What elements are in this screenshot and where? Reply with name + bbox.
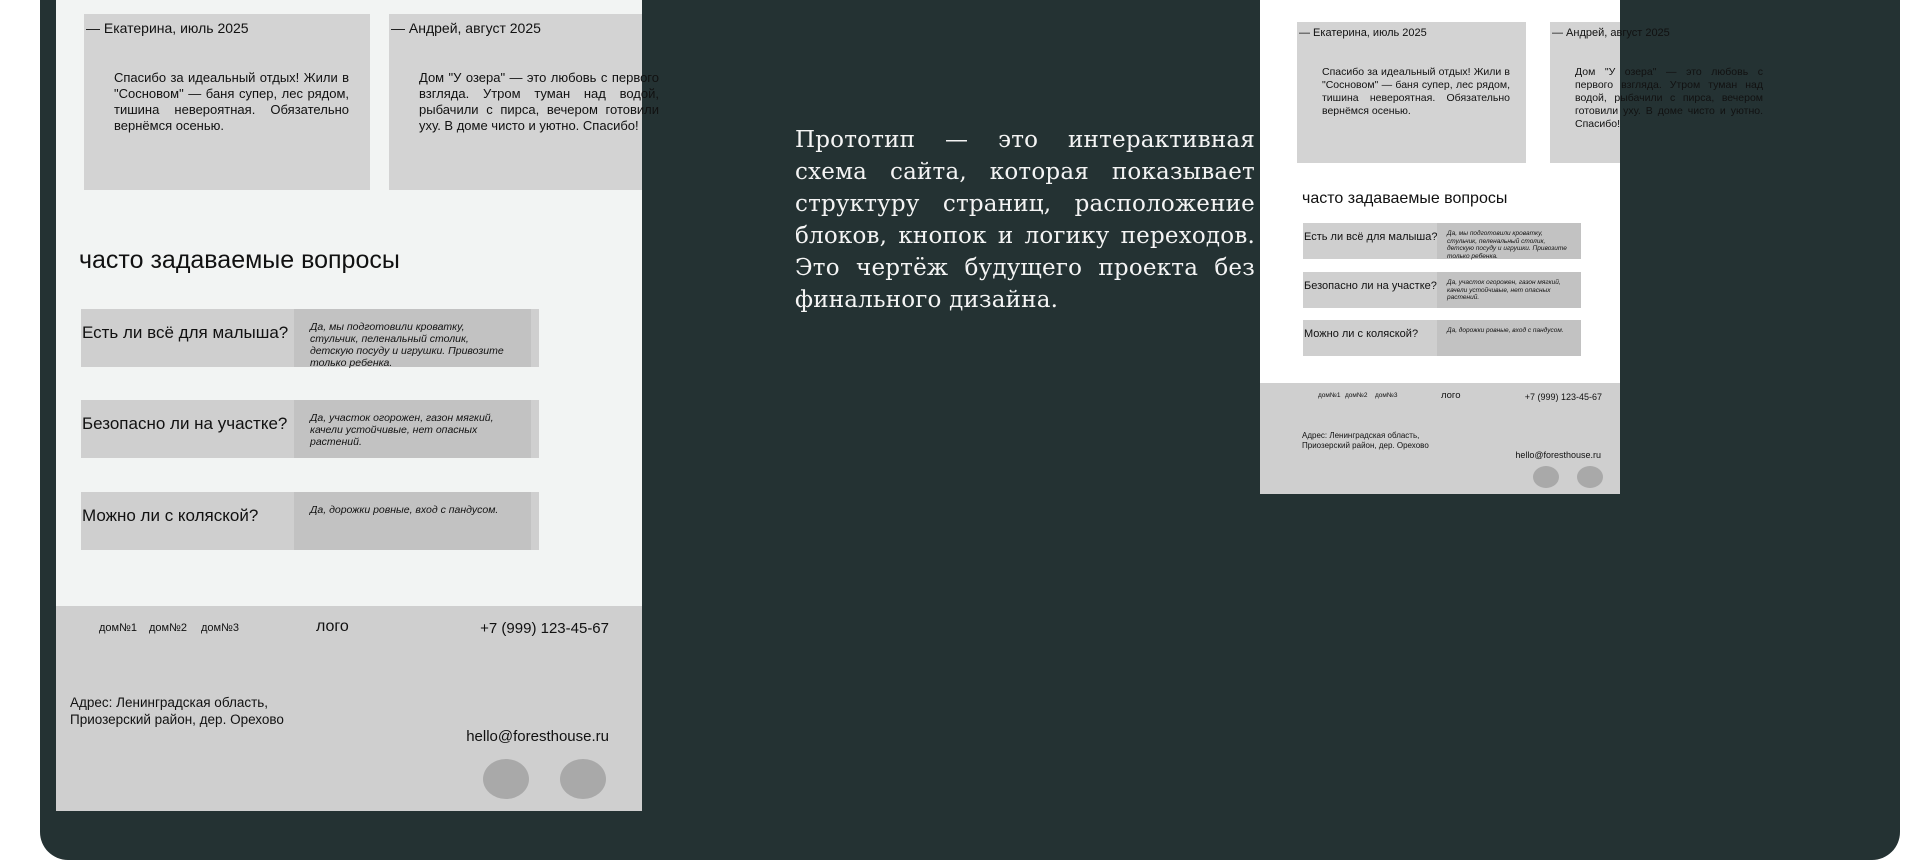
faq-answer: Да, мы подготовили кроватку, стульчик, пеленальный столик, детскую посуду и игрушки. Привозите только ребенка. [294, 309, 531, 367]
social-icon[interactable] [1533, 466, 1559, 488]
footer-logo[interactable]: лого [1441, 390, 1461, 401]
faq-question[interactable]: Безопасно ли на участке? [82, 414, 288, 433]
faq-item[interactable] [1303, 272, 1581, 308]
faq-title: часто задаваемые вопросы [1302, 190, 1508, 207]
faq-item[interactable] [81, 492, 539, 550]
faq-item[interactable] [81, 309, 539, 367]
review-author: — Андрей, август 2025 [1552, 27, 1670, 39]
footer-phone[interactable]: +7 (999) 123-45-67 [1524, 392, 1602, 402]
footer [1260, 383, 1620, 494]
faq-question[interactable]: Есть ли всё для малыша? [82, 323, 289, 342]
faq-answer: Да, дорожки ровные, вход с пандусом. [1437, 320, 1581, 356]
review-author: — Екатерина, июль 2025 [1299, 27, 1427, 39]
footer-address [1302, 431, 1429, 450]
review-card [1297, 22, 1526, 163]
footer-email[interactable]: hello@foresthouse.ru [1515, 450, 1601, 460]
prototype-large [56, 0, 659, 811]
review-text: Спасибо за идеальный отдых! Жили в "Сосновом" — баня супер, лес рядом, тишина невероятная. Обязательно вернёмся осенью. [114, 70, 349, 133]
review-card [84, 14, 370, 190]
footer-address [70, 694, 284, 728]
footer [56, 606, 642, 811]
faq-title: часто задаваемые вопросы [79, 246, 400, 274]
faq-question[interactable]: Безопасно ли на участке? [1304, 280, 1437, 292]
prototype-small [1260, 0, 1763, 494]
footer-nav-house3[interactable]: дом№3 [1375, 392, 1398, 399]
faq-item[interactable] [81, 400, 539, 458]
review-card [1550, 22, 1763, 163]
faq-question[interactable]: Можно ли с коляской? [82, 506, 259, 525]
review-text: Дом "У озера" — это любовь с первого взгляда. Утром туман над водой, рыбачили с пирса, вечером готовили уху. В доме чисто и уютно. Спасибо! [1575, 66, 1763, 130]
footer-nav-house3[interactable]: дом№3 [201, 622, 240, 634]
footer-nav-house2[interactable]: дом№2 [1345, 392, 1368, 399]
social-icon[interactable] [560, 759, 606, 799]
review-card [389, 14, 659, 190]
address-line: Приозерский район, дер. Орехово [1302, 440, 1429, 450]
footer-nav-house1[interactable]: дом№1 [99, 622, 138, 634]
footer-phone[interactable]: +7 (999) 123-45-67 [480, 620, 609, 637]
address-line: Адрес: Ленинградская область, [70, 695, 269, 710]
footer-nav-house1[interactable]: дом№1 [1318, 392, 1341, 399]
faq-answer: Да, участок огорожен, газон мягкий, качели устойчивые, нет опасных растений. [1437, 272, 1581, 308]
prototype-description: Прототип — это интерактивная схема сайта, которая показывает структуру страниц, расположение блоков, кнопок и логику переходов. Это чертёж будущего проекта без финального дизайна. [795, 127, 1255, 313]
footer-logo[interactable]: лого [316, 618, 349, 635]
faq-question[interactable]: Есть ли всё для малыша? [1304, 231, 1438, 243]
review-author: — Андрей, август 2025 [391, 20, 541, 36]
faq-question[interactable]: Можно ли с коляской? [1304, 328, 1419, 340]
footer-email[interactable]: hello@foresthouse.ru [466, 728, 609, 745]
footer-nav-house2[interactable]: дом№2 [149, 622, 188, 634]
faq-item[interactable] [1303, 223, 1581, 259]
address-line: Приозерский район, дер. Орехово [70, 712, 284, 727]
social-icon[interactable] [483, 759, 529, 799]
faq-answer: Да, мы подготовили кроватку, стульчик, пеленальный столик, детскую посуду и игрушки. Привозите только ребенка. [1437, 223, 1581, 259]
faq-answer: Да, участок огорожен, газон мягкий, качели устойчивые, нет опасных растений. [294, 400, 531, 458]
review-text: Спасибо за идеальный отдых! Жили в "Сосновом" — баня супер, лес рядом, тишина невероятная. Обязательно вернёмся осенью. [1322, 66, 1510, 117]
review-text: Дом "У озера" — это любовь с первого взгляда. Утром туман над водой, рыбачили с пирса, вечером готовили уху. В доме чисто и уютно. Спасибо! [419, 70, 659, 133]
social-icon[interactable] [1577, 466, 1603, 488]
faq-item[interactable] [1303, 320, 1581, 356]
faq-answer: Да, дорожки ровные, вход с пандусом. [294, 492, 531, 550]
address-line: Адрес: Ленинградская область, [1302, 431, 1420, 440]
review-author: — Екатерина, июль 2025 [86, 20, 249, 36]
